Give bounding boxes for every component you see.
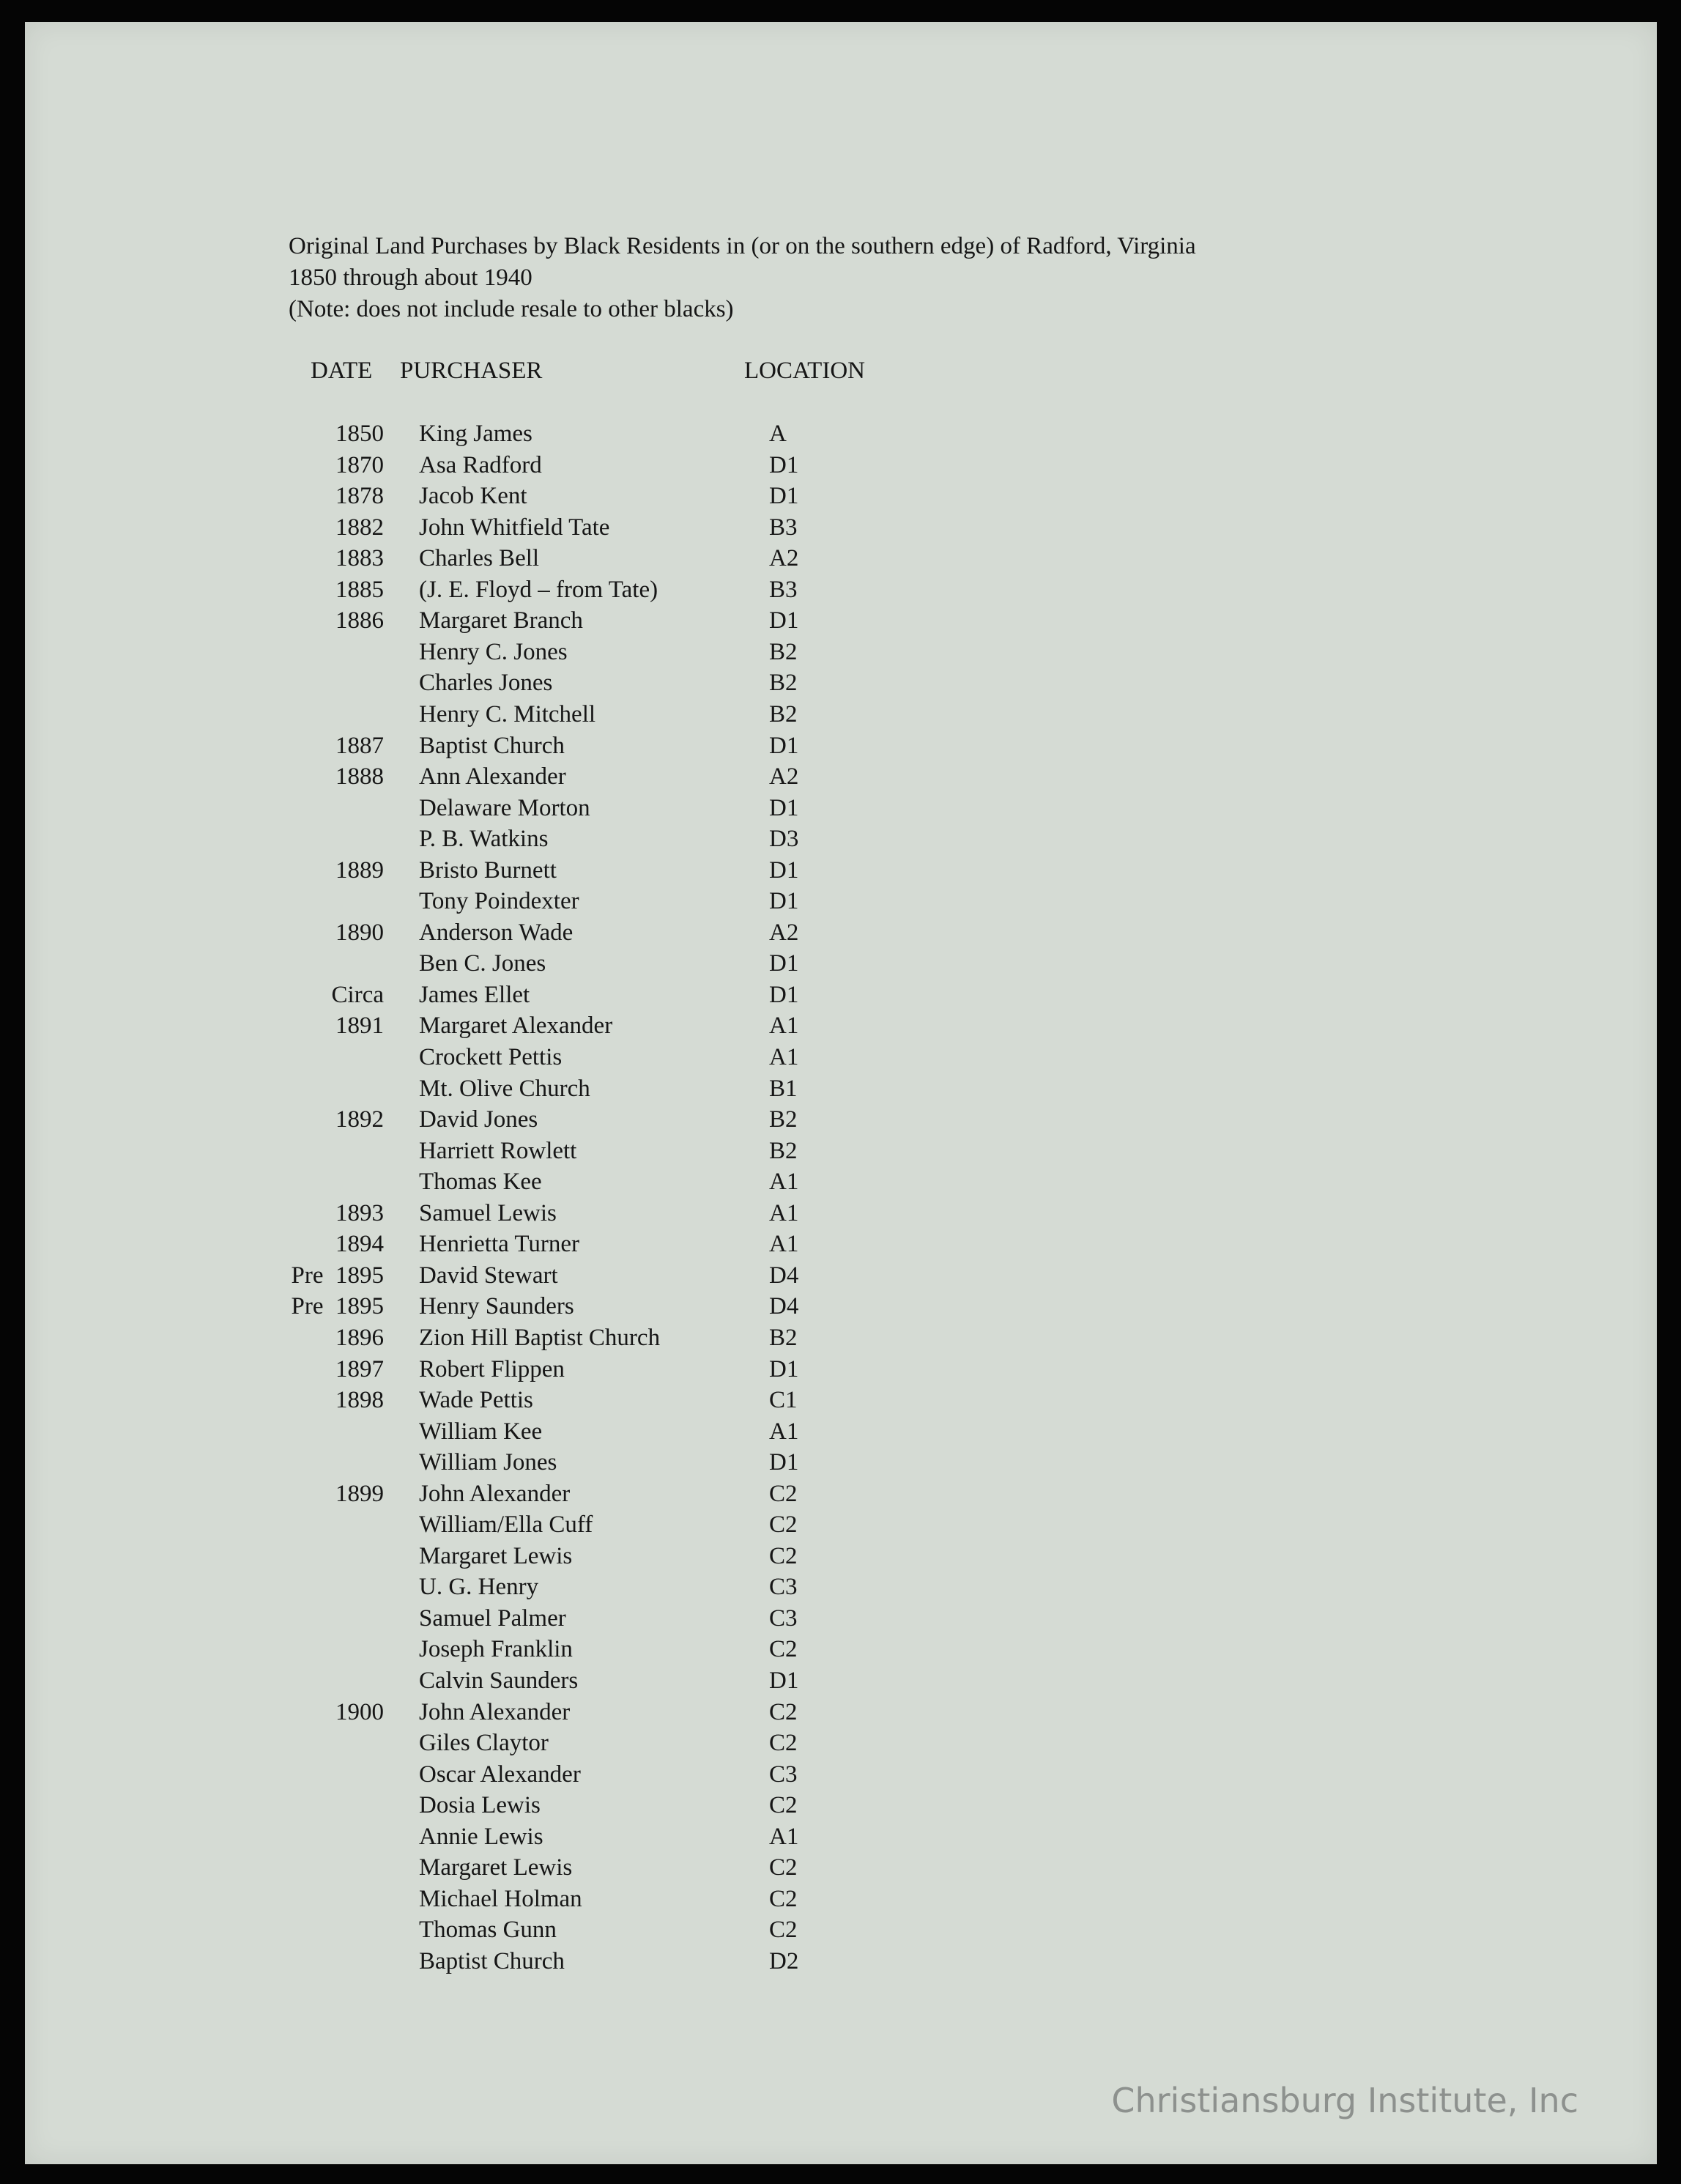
row-purchaser: Giles Claytor: [419, 1730, 549, 1756]
row-purchaser: King James: [419, 421, 532, 447]
row-location: A1: [769, 1824, 799, 1850]
document-heading: [289, 231, 1196, 325]
table-row: [25, 826, 1050, 856]
row-purchaser: Ann Alexander: [419, 763, 566, 790]
row-purchaser: Samuel Lewis: [419, 1200, 557, 1226]
row-location: A2: [769, 919, 799, 946]
table-row: [25, 1449, 1050, 1480]
row-date: 1888: [335, 763, 384, 790]
row-location: B3: [769, 577, 798, 603]
column-header-purchaser: PURCHASER: [400, 358, 543, 384]
row-location: D1: [769, 950, 799, 977]
row-location: B2: [769, 670, 798, 696]
row-purchaser: William Kee: [419, 1418, 543, 1445]
row-purchaser: Joseph Franklin: [419, 1636, 573, 1662]
table-row: [25, 577, 1050, 607]
row-purchaser: Thomas Kee: [419, 1169, 542, 1195]
row-purchaser: Henry Saunders: [419, 1293, 574, 1319]
row-location: A1: [769, 1418, 799, 1445]
row-date: 1894: [335, 1231, 384, 1257]
row-purchaser: Calvin Saunders: [419, 1667, 579, 1694]
table-row: [25, 1511, 1050, 1542]
table-row: [25, 795, 1050, 826]
row-date: 1885: [335, 577, 384, 603]
row-date: 1850: [335, 421, 384, 447]
table-row: [25, 545, 1050, 576]
column-header-location: LOCATION: [744, 358, 865, 384]
row-location: C2: [769, 1511, 798, 1538]
row-location: C2: [769, 1886, 798, 1912]
row-purchaser: Tony Poindexter: [419, 888, 579, 914]
table-row: [25, 1293, 1050, 1324]
row-location: B2: [769, 1106, 798, 1133]
table-row: [25, 1886, 1050, 1917]
row-location: D1: [769, 733, 799, 759]
table-row: [25, 701, 1050, 732]
table-row: [25, 1699, 1050, 1730]
table-row: [25, 1667, 1050, 1698]
row-purchaser: John Alexander: [419, 1481, 571, 1507]
row-purchaser: Bristo Burnett: [419, 857, 557, 884]
row-purchaser: William/Ella Cuff: [419, 1511, 593, 1538]
row-date: 1892: [335, 1106, 384, 1133]
table-row: [25, 950, 1050, 981]
row-date: 1883: [335, 545, 384, 571]
row-purchaser: U. G. Henry: [419, 1574, 539, 1600]
row-purchaser: Oscar Alexander: [419, 1761, 581, 1788]
row-purchaser: Ben C. Jones: [419, 950, 546, 977]
table-row: [25, 452, 1050, 483]
table-row: [25, 733, 1050, 763]
row-location: C2: [769, 1917, 798, 1943]
row-purchaser: P. B. Watkins: [419, 826, 549, 852]
table-row: [25, 763, 1050, 794]
table-row: [25, 1076, 1050, 1106]
row-location: C2: [769, 1481, 798, 1507]
column-header-date: DATE: [311, 358, 373, 384]
heading-note: (Note: does not include resale to other blacks): [289, 296, 734, 322]
heading-date-range: 1850 through about 1940: [289, 264, 532, 291]
row-location: D1: [769, 795, 799, 821]
row-location: A: [769, 421, 787, 447]
row-location: C3: [769, 1605, 798, 1632]
row-location: C2: [769, 1854, 798, 1881]
row-date: Pre 1895: [291, 1293, 384, 1319]
row-location: C2: [769, 1636, 798, 1662]
row-purchaser: Zion Hill Baptist Church: [419, 1325, 661, 1351]
row-purchaser: Henry C. Mitchell: [419, 701, 596, 728]
row-location: B1: [769, 1076, 798, 1102]
row-location: D4: [769, 1293, 799, 1319]
row-location: D1: [769, 857, 799, 884]
watermark: Christiansburg Institute, Inc: [1111, 2081, 1578, 2120]
table-row: [25, 639, 1050, 670]
table-row: [25, 1200, 1050, 1231]
table-row: [25, 1138, 1050, 1169]
table-row: [25, 483, 1050, 514]
row-date: 1898: [335, 1387, 384, 1413]
row-location: A2: [769, 545, 799, 571]
row-purchaser: William Jones: [419, 1449, 557, 1476]
row-location: C2: [769, 1730, 798, 1756]
table-row: [25, 1325, 1050, 1355]
row-location: A1: [769, 1231, 799, 1257]
row-location: B3: [769, 514, 798, 541]
row-date: 1882: [335, 514, 384, 541]
row-date: 1887: [335, 733, 384, 759]
table-row: [25, 1013, 1050, 1043]
table-row: [25, 1418, 1050, 1449]
row-date: 1890: [335, 919, 384, 946]
row-date: 1891: [335, 1013, 384, 1039]
table-row: [25, 1169, 1050, 1199]
row-date: 1896: [335, 1325, 384, 1351]
table-row: [25, 607, 1050, 638]
row-location: A1: [769, 1169, 799, 1195]
row-location: B2: [769, 1325, 798, 1351]
table-row: [25, 982, 1050, 1013]
table-row: [25, 1730, 1050, 1761]
row-location: D1: [769, 1356, 799, 1382]
table-row: [25, 1948, 1050, 1979]
row-location: B2: [769, 701, 798, 728]
row-purchaser: David Stewart: [419, 1262, 558, 1289]
table-row: [25, 1387, 1050, 1418]
row-location: D2: [769, 1948, 799, 1974]
table-row: [25, 670, 1050, 700]
table-row: [25, 514, 1050, 545]
row-location: A1: [769, 1200, 799, 1226]
row-date: Circa: [331, 982, 384, 1008]
row-location: D1: [769, 888, 799, 914]
row-purchaser: Delaware Morton: [419, 795, 590, 821]
row-purchaser: David Jones: [419, 1106, 538, 1133]
row-location: D1: [769, 1667, 799, 1694]
row-date: 1870: [335, 452, 384, 478]
table-row: [25, 1574, 1050, 1604]
row-purchaser: Crockett Pettis: [419, 1044, 563, 1070]
row-location: D1: [769, 452, 799, 478]
row-purchaser: Michael Holman: [419, 1886, 582, 1912]
document-page: [25, 22, 1657, 2164]
table-row: [25, 421, 1050, 451]
table-row: [25, 919, 1050, 950]
row-location: D1: [769, 1449, 799, 1476]
row-purchaser: Margaret Branch: [419, 607, 583, 634]
row-location: A2: [769, 763, 799, 790]
row-purchaser: Annie Lewis: [419, 1824, 543, 1850]
row-location: C2: [769, 1543, 798, 1569]
row-date: 1899: [335, 1481, 384, 1507]
row-location: C3: [769, 1761, 798, 1788]
row-location: C2: [769, 1699, 798, 1725]
row-purchaser: Charles Bell: [419, 545, 540, 571]
row-date: 1878: [335, 483, 384, 509]
row-purchaser: John Whitfield Tate: [419, 514, 610, 541]
table-row: [25, 1106, 1050, 1137]
row-purchaser: Samuel Palmer: [419, 1605, 566, 1632]
table-row: [25, 1917, 1050, 1947]
row-purchaser: Margaret Alexander: [419, 1013, 613, 1039]
table-row: [25, 1231, 1050, 1262]
row-purchaser: Margaret Lewis: [419, 1854, 573, 1881]
row-location: B2: [769, 639, 798, 665]
row-purchaser: Margaret Lewis: [419, 1543, 573, 1569]
row-purchaser: Baptist Church: [419, 733, 565, 759]
row-location: A1: [769, 1044, 799, 1070]
table-row: [25, 857, 1050, 888]
table-row: [25, 1044, 1050, 1075]
table-row: [25, 1262, 1050, 1293]
row-purchaser: Dosia Lewis: [419, 1792, 541, 1818]
row-location: A1: [769, 1013, 799, 1039]
row-date: 1897: [335, 1356, 384, 1382]
row-purchaser: Harriett Rowlett: [419, 1138, 577, 1164]
row-purchaser: Charles Jones: [419, 670, 553, 696]
row-purchaser: Henry C. Jones: [419, 639, 568, 665]
row-location: D3: [769, 826, 799, 852]
row-purchaser: Baptist Church: [419, 1948, 565, 1974]
row-date: 1900: [335, 1699, 384, 1725]
row-location: C2: [769, 1792, 798, 1818]
row-purchaser: James Ellet: [419, 982, 530, 1008]
row-date: 1893: [335, 1200, 384, 1226]
row-purchaser: Wade Pettis: [419, 1387, 533, 1413]
row-purchaser: Robert Flippen: [419, 1356, 565, 1382]
table-row: [25, 1481, 1050, 1511]
row-purchaser: Thomas Gunn: [419, 1917, 557, 1943]
row-purchaser: Anderson Wade: [419, 919, 574, 946]
row-location: D1: [769, 607, 799, 634]
row-date: 1886: [335, 607, 384, 634]
table-row: [25, 1824, 1050, 1854]
row-location: C1: [769, 1387, 798, 1413]
table-row: [25, 1543, 1050, 1574]
row-purchaser: (J. E. Floyd – from Tate): [419, 577, 658, 603]
row-location: B2: [769, 1138, 798, 1164]
row-date: Pre 1895: [291, 1262, 384, 1289]
row-location: D1: [769, 483, 799, 509]
row-location: D1: [769, 982, 799, 1008]
row-location: D4: [769, 1262, 799, 1289]
table-row: [25, 1356, 1050, 1387]
table-row: [25, 888, 1050, 919]
row-location: C3: [769, 1574, 798, 1600]
table-row: [25, 1854, 1050, 1885]
row-purchaser: Henrietta Turner: [419, 1231, 580, 1257]
heading-title: Original Land Purchases by Black Residents in (or on the southern edge) of Radford, Virginia: [289, 233, 1196, 259]
row-purchaser: John Alexander: [419, 1699, 571, 1725]
row-purchaser: Mt. Olive Church: [419, 1076, 590, 1102]
row-purchaser: Asa Radford: [419, 452, 542, 478]
table-row: [25, 1605, 1050, 1636]
row-date: 1889: [335, 857, 384, 884]
table-row: [25, 1636, 1050, 1667]
table-row: [25, 1761, 1050, 1792]
table-row: [25, 1792, 1050, 1823]
row-purchaser: Jacob Kent: [419, 483, 527, 509]
